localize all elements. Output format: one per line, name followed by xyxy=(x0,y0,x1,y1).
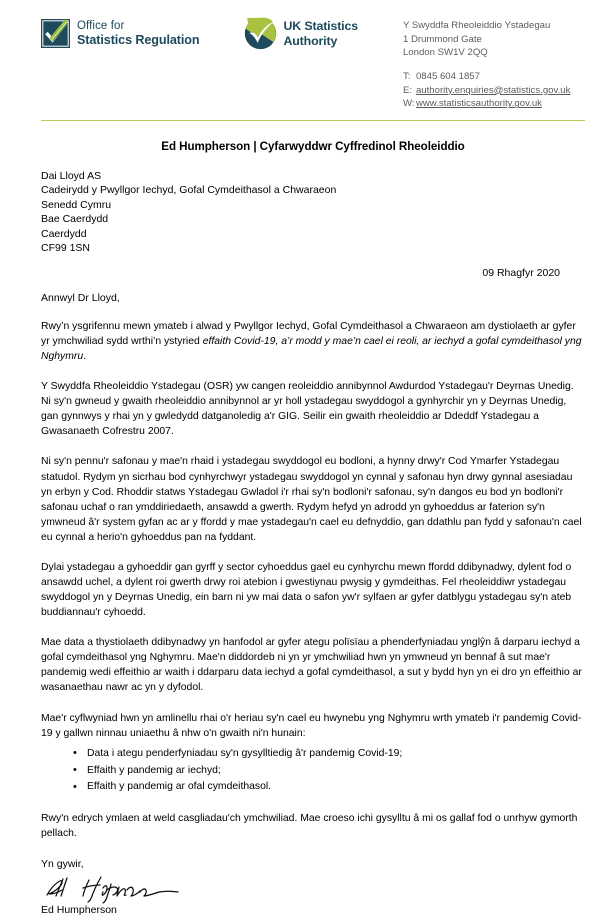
contact-phone xyxy=(403,70,585,84)
recipient-line: Caerdydd xyxy=(41,227,87,240)
recipient-line: Bae Caerdydd xyxy=(41,213,109,226)
contact-email xyxy=(403,84,585,98)
letterhead xyxy=(0,0,615,111)
paragraph-3: Ni sy'n pennu'r safonau y mae'n rhaid i ystadegau swyddogol eu bodloni, a hynny drwy'r Cod Ymarfer Ystadegau statudol. Rydym yn sicrhau bod cynhyrchwyr ystadegau swyddogol yn cynnal y safonau hyn drwy gynnal asesiadau yn erbyn y Cod. Rhoddir statws Ystadegau Gwladol i'r rhai sy'n bodloni'r safonau, sy'n dangos eu bod yn bodloni'r safonau uchaf o ran ymddiriedaeth, ansawdd a gwerth. Rydym hefyd yn adrodd yn gyhoeddus ar faterion sy'n ymwneud â'r system gyfan ac ar y ffordd y mae ystadegau'n cael eu defnyddio, gan ddathlu pan fydd y safonau'n cael eu cynnal a herio'n gyhoeddus pan na fyddant. xyxy=(41,456,582,543)
list-item: • Data i ategu penderfyniadau sy'n gysylltiedig â'r pandemig Covid-19; xyxy=(87,746,585,763)
osr-logo xyxy=(41,19,199,48)
salutation: Annwyl Dr Lloyd, xyxy=(41,291,120,304)
paragraph-7: Rwy'n edrych ymlaen at weld casgliadau'ch ymchwiliad. Mae croeso ichi gysylltu â mi os gallaf fod o unrhyw gymorth pellach. xyxy=(41,813,578,840)
paragraph-1-italic: effaith Covid-19, a’r modd y mae’n cael ei reoli, ar iechyd a gofal cymdeithasol yng Nghymru xyxy=(41,335,582,363)
contact-website xyxy=(403,97,585,111)
recipient-line: Dai Lloyd AS xyxy=(41,169,102,182)
uksa-circle-checkmark-logo-icon xyxy=(244,17,277,50)
handwritten-signature-icon xyxy=(41,874,241,904)
recipient-line: Cadeirydd y Pwyllgor Iechyd, Gofal Cymdeithasol a Chwaraeon xyxy=(41,184,337,197)
address-line: 1 Drummond Gate xyxy=(402,33,482,45)
uksa-logo xyxy=(244,17,357,50)
signer-name: Ed Humpherson xyxy=(41,904,117,916)
osr-logo-line1: Office for xyxy=(77,20,125,33)
osr-logo-wordmark xyxy=(77,20,199,47)
paragraph-2: Y Swyddfa Rheoleiddio Ystadegau (OSR) yw cangen reoleiddio annibynnol Awdurdod Ystadegau'r Deyrnas Unedig. Ni sy'n gwneud y gwaith rheoleiddio annibynnol ar yr holl ystadegau swyddogol a gynhyrchir yn y Deyrnas Unedig, gan gynnwys y rhai yn y gwledydd datganoledig a'r GIG. Seilir ein gwaith rheoleiddio ar Ddeddf Ystadegau a Gwasanaeth Cofrestru 2007. xyxy=(41,381,574,438)
recipient-line: CF99 1SN xyxy=(41,242,91,255)
address-line: London SW1V 2QQ xyxy=(402,47,488,59)
letter-date: 09 Rhagfyr 2020 xyxy=(482,266,560,279)
contact-block xyxy=(403,70,585,111)
contact-email-link[interactable]: authority.enquiries@statistics.gov.uk xyxy=(415,84,571,96)
osr-logo-line2: Statistics Regulation xyxy=(77,32,200,47)
uksa-logo-line1: UK Statistics xyxy=(283,19,358,34)
page-title: Ed Humpherson | Cyfarwyddwr Cyffredinol Rheoleiddio xyxy=(161,139,465,153)
paragraph-5: Mae data a thystiolaeth ddibynadwy yn hanfodol ar gyfer ategu polïsïau a phenderfyniadau ynglŷn â darparu iechyd a gofal cymdeithasol yng Nghymru. Mae'n diddordeb ni yn yr ymchwiliad hwn yn ymwneud yn bennaf â sut mae'r pandemig wedi effeithio ar waith i ddarparu data iechyd a gofal cymdeithasol, a sut y bydd hyn yn ei dro yn effeithio ar wasanaethau nawr ac yn y dyfodol. xyxy=(41,637,582,694)
paragraph-4: Dylai ystadegau a gyhoeddir gan gyrff y sector cyhoeddus gael eu cynhyrchu mewn ffordd ddibynadwy, dylent fod o ansawdd uchel, a dylent roi gwerth drwy roi atebion i gwestiynau pwysig y gymdeithas. Fel rheoleiddiwr ystadegau swyddogol yn y Deyrnas Unedig, ein barn ni yw mai data o safon yw'r sylfaen ar gyfer datblygu ystadegau sy'n ateb buddiannau'r cyhoedd. xyxy=(41,561,572,619)
paragraph-6: Mae'r cyflwyniad hwn yn amlinellu rhai o'r heriau sy'n cael eu hwynebu yng Nghymru wrth ymateb i'r pandemig Covid-19 y gallwn ninnau uniaethu â nhw o'n gwaith ni'n hunain: xyxy=(41,712,582,739)
contact-website-link[interactable]: www.statisticsauthority.gov.uk xyxy=(415,98,542,110)
osr-checkmark-logo-icon xyxy=(41,19,70,48)
uksa-logo-wordmark xyxy=(283,19,357,47)
list-item: • Effaith y pandemig ar iechyd; xyxy=(87,763,585,780)
paragraph-1-plain: Rwy’n ysgrifennu mewn ymateb i alwad y Pwyllgor Iechyd, Gofal Cymdeithasol a Chwaraeon am dystiolaeth ar gyfer yr ymchwiliad sydd wrthi’n ystyried xyxy=(41,320,576,347)
address-line: Y Swyddfa Rheoleiddio Ystadegau xyxy=(402,20,551,31)
sender-address-block xyxy=(403,16,585,111)
contact-phone-value: 0845 604 1857 xyxy=(415,71,480,83)
recipient-line: Senedd Cymru xyxy=(41,198,112,211)
challenge-list xyxy=(41,746,585,797)
letter-body xyxy=(0,140,615,916)
uksa-logo-line2: Authority xyxy=(283,33,338,48)
recipient-address xyxy=(41,169,585,256)
contact-phone-key: T: xyxy=(402,71,411,83)
sign-off: Yn gywir, xyxy=(41,858,84,871)
header-divider xyxy=(41,120,585,121)
signature-area xyxy=(41,874,585,904)
contact-email-key: E: xyxy=(402,84,413,96)
contact-website-key: W: xyxy=(402,98,415,110)
paragraph-1-tail: . xyxy=(83,351,87,363)
list-item: • Effaith y pandemig ar ofal cymdeithasol. xyxy=(87,779,585,796)
paragraph-1 xyxy=(41,319,585,364)
